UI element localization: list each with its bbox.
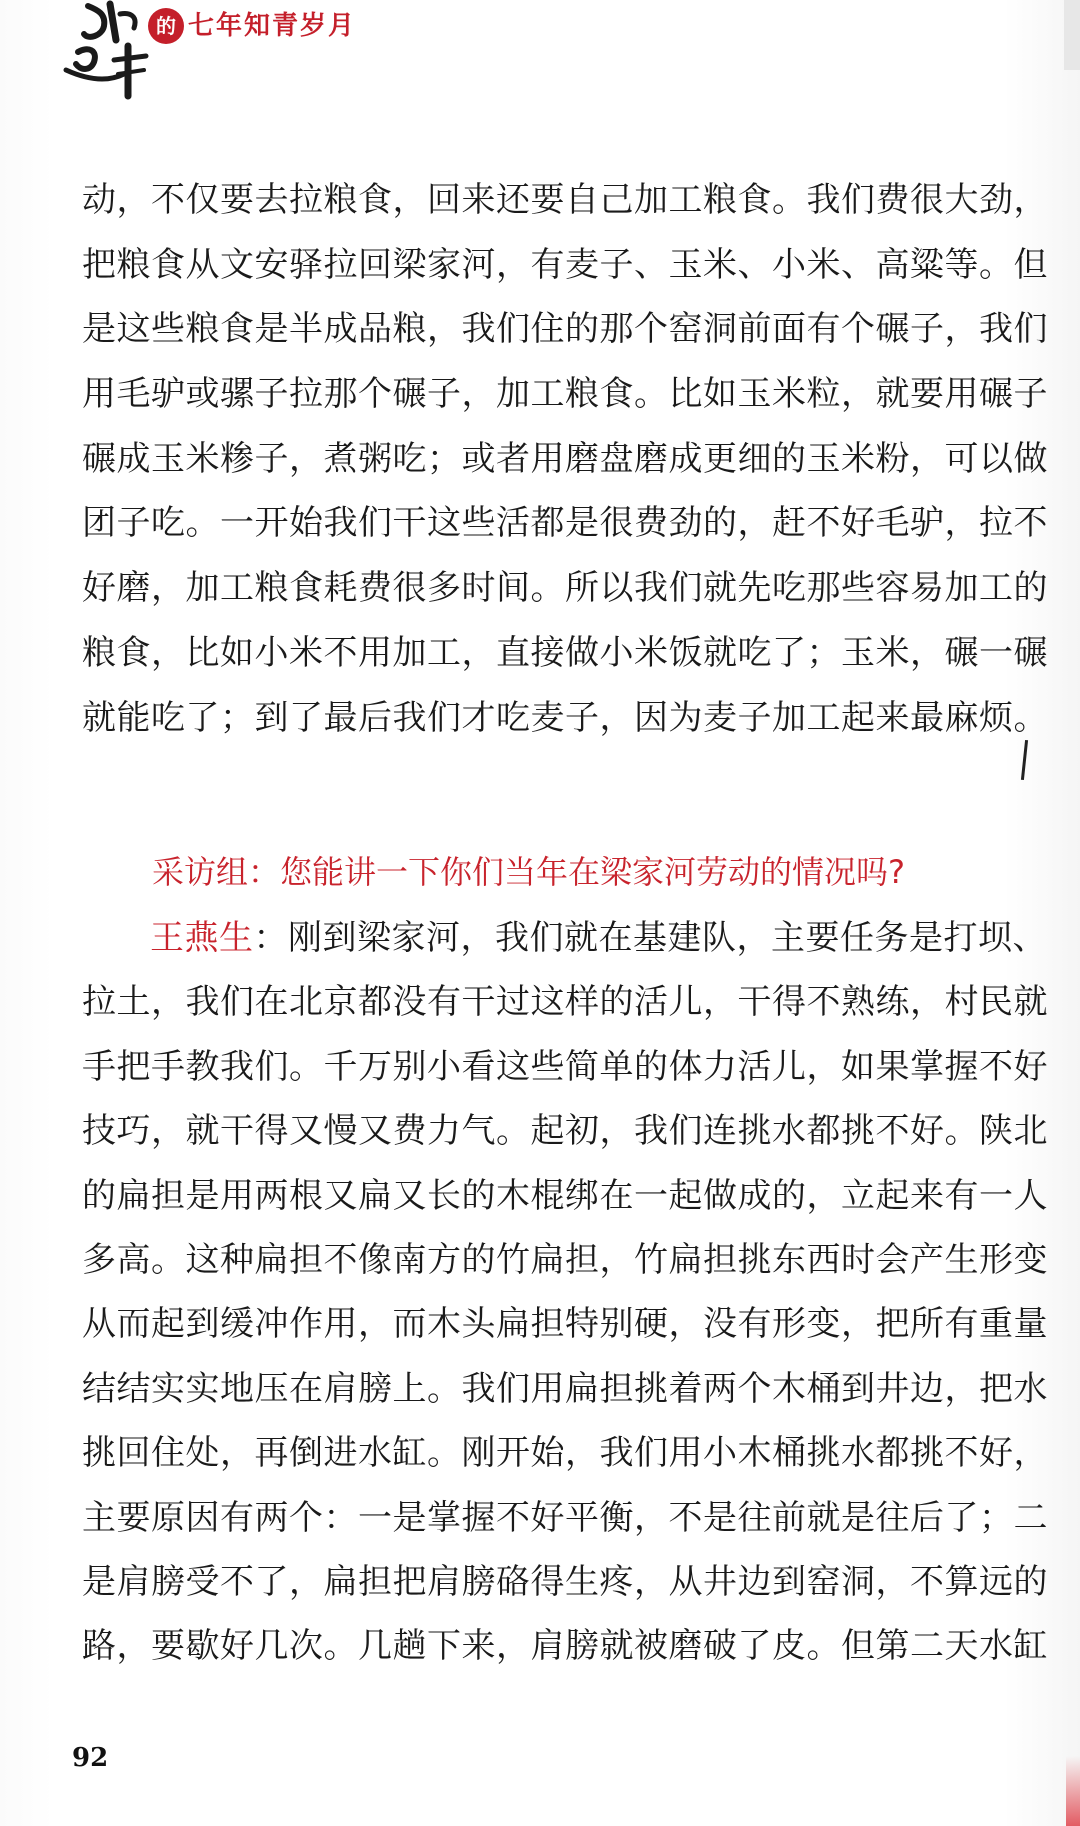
- text-line: 粮食，比如小米不用加工，直接做小米饭就吃了；玉米，碾一碾: [82, 632, 1048, 673]
- text-line: 团子吃。一开始我们干这些活都是很费劲的，赶不好毛驴，拉不: [82, 503, 1048, 544]
- text-line: 是这些粮食是半成品粮，我们住的那个窑洞前面有个碾子，我们: [82, 309, 1048, 350]
- text-line: 动，不仅要去拉粮食，回来还要自己加工粮食。我们费很大劲，: [82, 180, 1048, 220]
- page-corner-mark: [1066, 1756, 1080, 1826]
- paragraph-1: [82, 168, 1048, 750]
- answer-first-line-text: 刚到梁家河，我们就在基建队，主要任务是打坝、: [288, 918, 1047, 958]
- text-line: 好磨，加工粮食耗费很多时间。所以我们就先吃那些容易加工的: [82, 568, 1048, 609]
- page-number: 92: [72, 1743, 109, 1773]
- page-edge-shadow: [1064, 0, 1080, 70]
- interview-question: 采访组：您能讲一下你们当年在梁家河劳动的情况吗?: [152, 853, 905, 891]
- speaker-colon: ：: [253, 918, 288, 958]
- text-line: 拉土，我们在北京都没有干过这样的活儿，干得不熟练，村民就: [82, 982, 1048, 1023]
- text-line: 用毛驴或骡子拉那个碾子，加工粮食。比如玉米粒，就要用碾子: [82, 374, 1048, 415]
- text-line: 从而起到缓冲作用，而木头扁担特别硬，没有形变，把所有重量: [82, 1304, 1048, 1345]
- interview-answer: [82, 906, 1048, 1679]
- text-line: 多高。这种扁担不像南方的竹扁担，竹扁担挑东西时会产生形变: [82, 1239, 1048, 1280]
- text-line: 路，要歇好几次。几趟下来，肩膀就被磨破了皮。但第二天水缸: [82, 1626, 1048, 1667]
- text-line: 的扁担是用两根又扁又长的木棍绑在一起做成的，立起来有一人: [82, 1175, 1048, 1216]
- header-badge: 的: [148, 8, 184, 44]
- speaker-name: 王燕生: [150, 918, 254, 958]
- text-line: 把粮食从文安驿拉回梁家河，有麦子、玉米、小米、高粱等。但: [82, 244, 1048, 285]
- text-line: 挑回住处，再倒进水缸。刚开始，我们用小木桶挑水都挑不好，: [82, 1433, 1048, 1474]
- text-line: 碾成玉米糁子，煮粥吃；或者用磨盘磨成更细的玉米粉，可以做: [82, 438, 1048, 479]
- text-line: 手把手教我们。千万别小看这些简单的体力活儿，如果掌握不好: [82, 1046, 1048, 1087]
- text-line: 是肩膀受不了，扁担把肩膀硌得生疼，从井边到窑洞，不算远的: [82, 1561, 1048, 1602]
- answer-first-line: [82, 906, 1047, 970]
- text-line: 就能吃了；到了最后我们才吃麦子，因为麦子加工起来最麻烦。: [82, 697, 1048, 738]
- text-line: 主要原因有两个：一是掌握不好平衡，不是往前就是往后了；二: [82, 1497, 1048, 1538]
- text-line: 结结实实地压在肩膀上。我们用扁担挑着两个木桶到井边，把水: [82, 1368, 1048, 1409]
- running-header-title: 七年知青岁月: [188, 11, 357, 41]
- text-line: 技巧，就干得又慢又费力气。起初，我们连挑水都挑不好。陕北: [82, 1111, 1048, 1152]
